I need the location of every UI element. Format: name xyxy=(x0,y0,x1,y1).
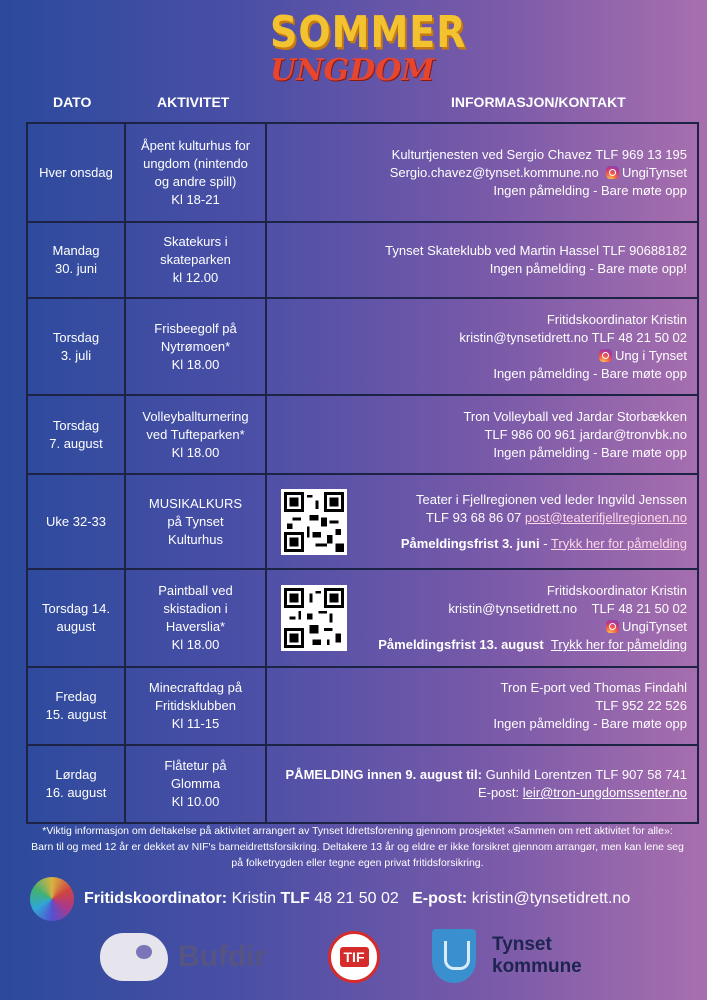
qr-code-icon[interactable] xyxy=(281,489,347,555)
header-info: INFORMASJON/KONTAKT xyxy=(451,94,626,110)
table-row xyxy=(27,123,698,222)
logo-line2: UNGDOM xyxy=(270,53,435,88)
pinwheel-logo-icon xyxy=(30,877,74,921)
dato-cell: Torsdag 14. august xyxy=(27,569,125,667)
table-row xyxy=(27,667,698,745)
info-cell: Tron E-port ved Thomas Findahl TLF 952 22 526 Ingen påmelding - Bare møte opp xyxy=(266,667,698,745)
instagram-icon xyxy=(599,349,612,362)
dato-cell: Mandag 30. juni xyxy=(27,222,125,298)
aktivitet-cell: Skatekurs i skateparken kl 12.00 xyxy=(125,222,266,298)
header-aktivitet: AKTIVITET xyxy=(157,94,230,110)
info-cell: Fritidskoordinator Kristin kristin@tynsetidrett.no TLF 48 21 50 02 UngiTynset Påmeldingsfrist 13. august Trykk her for påmelding xyxy=(266,569,698,667)
dato-cell: Lørdag 16. august xyxy=(27,745,125,823)
tynset-kommune-logo: Tynset kommune xyxy=(432,929,582,983)
insurance-note: *Viktig informasjon om deltakelse på aktivitet arrangert av Tynset Idrettsforening gjennom prosjektet «Sammen om rett aktivitet for alle»: Barn til og med 12 år er dekket av NIF's barneidrettsforsikring. Deltakere 13 år og eldre er ikke forsikret gjennom arrangør, men kan lene seg på folketrygden eller tegne egen privat fritidsforsikring. xyxy=(31,825,684,869)
table-row xyxy=(27,474,698,569)
register-link[interactable]: Trykk her for påmelding xyxy=(550,637,687,652)
email-link[interactable]: Sergio.chavez@tynset.kommune.no xyxy=(389,164,599,180)
aktivitet-cell: Flåtetur på Glomma Kl 10.00 xyxy=(125,745,266,823)
table-row xyxy=(27,298,698,395)
aktivitet-cell: Paintball ved skistadion i Haverslia* Kl 18.00 xyxy=(125,569,266,667)
register-link[interactable]: Trykk her for påmelding xyxy=(550,535,687,551)
email-link[interactable]: post@teaterifjellregionen.no xyxy=(524,509,687,525)
dato-cell: Hver onsdag xyxy=(27,123,125,222)
aktivitet-cell: Minecraftdag på Fritidsklubben Kl 11-15 xyxy=(125,667,266,745)
qr-code-icon[interactable] xyxy=(281,585,347,651)
email-link[interactable]: kristin@tynsetidrett.no TLF 48 21 50 02 xyxy=(459,329,687,345)
instagram-icon xyxy=(606,166,619,179)
table-row xyxy=(27,745,698,823)
coordinator-bar: Fritidskoordinator: Kristin TLF 48 21 50 02 E-post: kristin@tynsetidrett.no xyxy=(30,884,690,914)
dato-cell: Uke 32-33 xyxy=(27,474,125,569)
coordinator-email-link[interactable]: kristin@tynsetidrett.no xyxy=(471,890,631,907)
dato-cell: Torsdag 7. august xyxy=(27,395,125,474)
info-cell: Teater i Fjellregionen ved leder Ingvild Jenssen TLF 93 68 86 07 post@teaterifjellregionen.no Påmeldingsfrist 3. juni - Trykk her for påmelding xyxy=(266,474,698,569)
info-cell: PÅMELDING innen 9. august til: Gunhild Lorentzen TLF 907 58 741 E-post: leir@tron-ungdomssenter.no xyxy=(266,745,698,823)
aktivitet-cell: Frisbeegolf på Nytrømoen* Kl 18.00 xyxy=(125,298,266,395)
info-cell: Fritidskoordinator Kristin kristin@tynsetidrett.no TLF 48 21 50 02 Ung i Tynset Ingen påmelding - Bare møte opp xyxy=(266,298,698,395)
bufdir-logo: Bufdir xyxy=(100,933,266,981)
table-row xyxy=(27,395,698,474)
email-link[interactable]: leir@tron-ungdomssenter.no xyxy=(522,785,687,800)
info-cell: Tron Volleyball ved Jardar Storbækken TLF 986 00 961 jardar@tronvbk.no Ingen påmelding - Bare møte opp xyxy=(266,395,698,474)
header-dato: DATO xyxy=(53,94,92,110)
aktivitet-cell: Åpent kulturhus for ungdom (nintendo og andre spill) Kl 18-21 xyxy=(125,123,266,222)
instagram-icon xyxy=(606,620,619,633)
sponsor-logos xyxy=(0,925,707,995)
instagram-handle[interactable]: UngiTynset xyxy=(621,619,687,634)
dato-cell: Fredag 15. august xyxy=(27,667,125,745)
instagram-handle[interactable]: Ung i Tynset xyxy=(614,347,687,363)
instagram-handle[interactable]: UngiTynset xyxy=(621,164,687,180)
info-cell: Kulturtjenesten ved Sergio Chavez TLF 969 13 195 Sergio.chavez@tynset.kommune.no UngiTynset Ingen påmelding - Bare møte opp xyxy=(266,123,698,222)
table-row xyxy=(27,222,698,298)
aktivitet-cell: MUSIKALKURS på Tynset Kulturhus xyxy=(125,474,266,569)
aktivitet-cell: Volleyballturnering ved Tufteparken* Kl 18.00 xyxy=(125,395,266,474)
dato-cell: Torsdag 3. juli xyxy=(27,298,125,395)
kommune-shield-icon xyxy=(432,929,476,983)
info-cell: Tynset Skateklubb ved Martin Hassel TLF 90688182 Ingen påmelding - Bare møte opp! xyxy=(266,222,698,298)
sommer-ungdom-logo xyxy=(270,6,467,97)
table-row xyxy=(27,569,698,667)
logo-line1: SOMMER xyxy=(270,6,467,58)
email-link[interactable]: kristin@tynsetidrett.no xyxy=(448,601,578,616)
bufdir-icon xyxy=(100,933,168,981)
tif-logo: TIF xyxy=(328,931,380,983)
schedule-table xyxy=(26,122,699,824)
